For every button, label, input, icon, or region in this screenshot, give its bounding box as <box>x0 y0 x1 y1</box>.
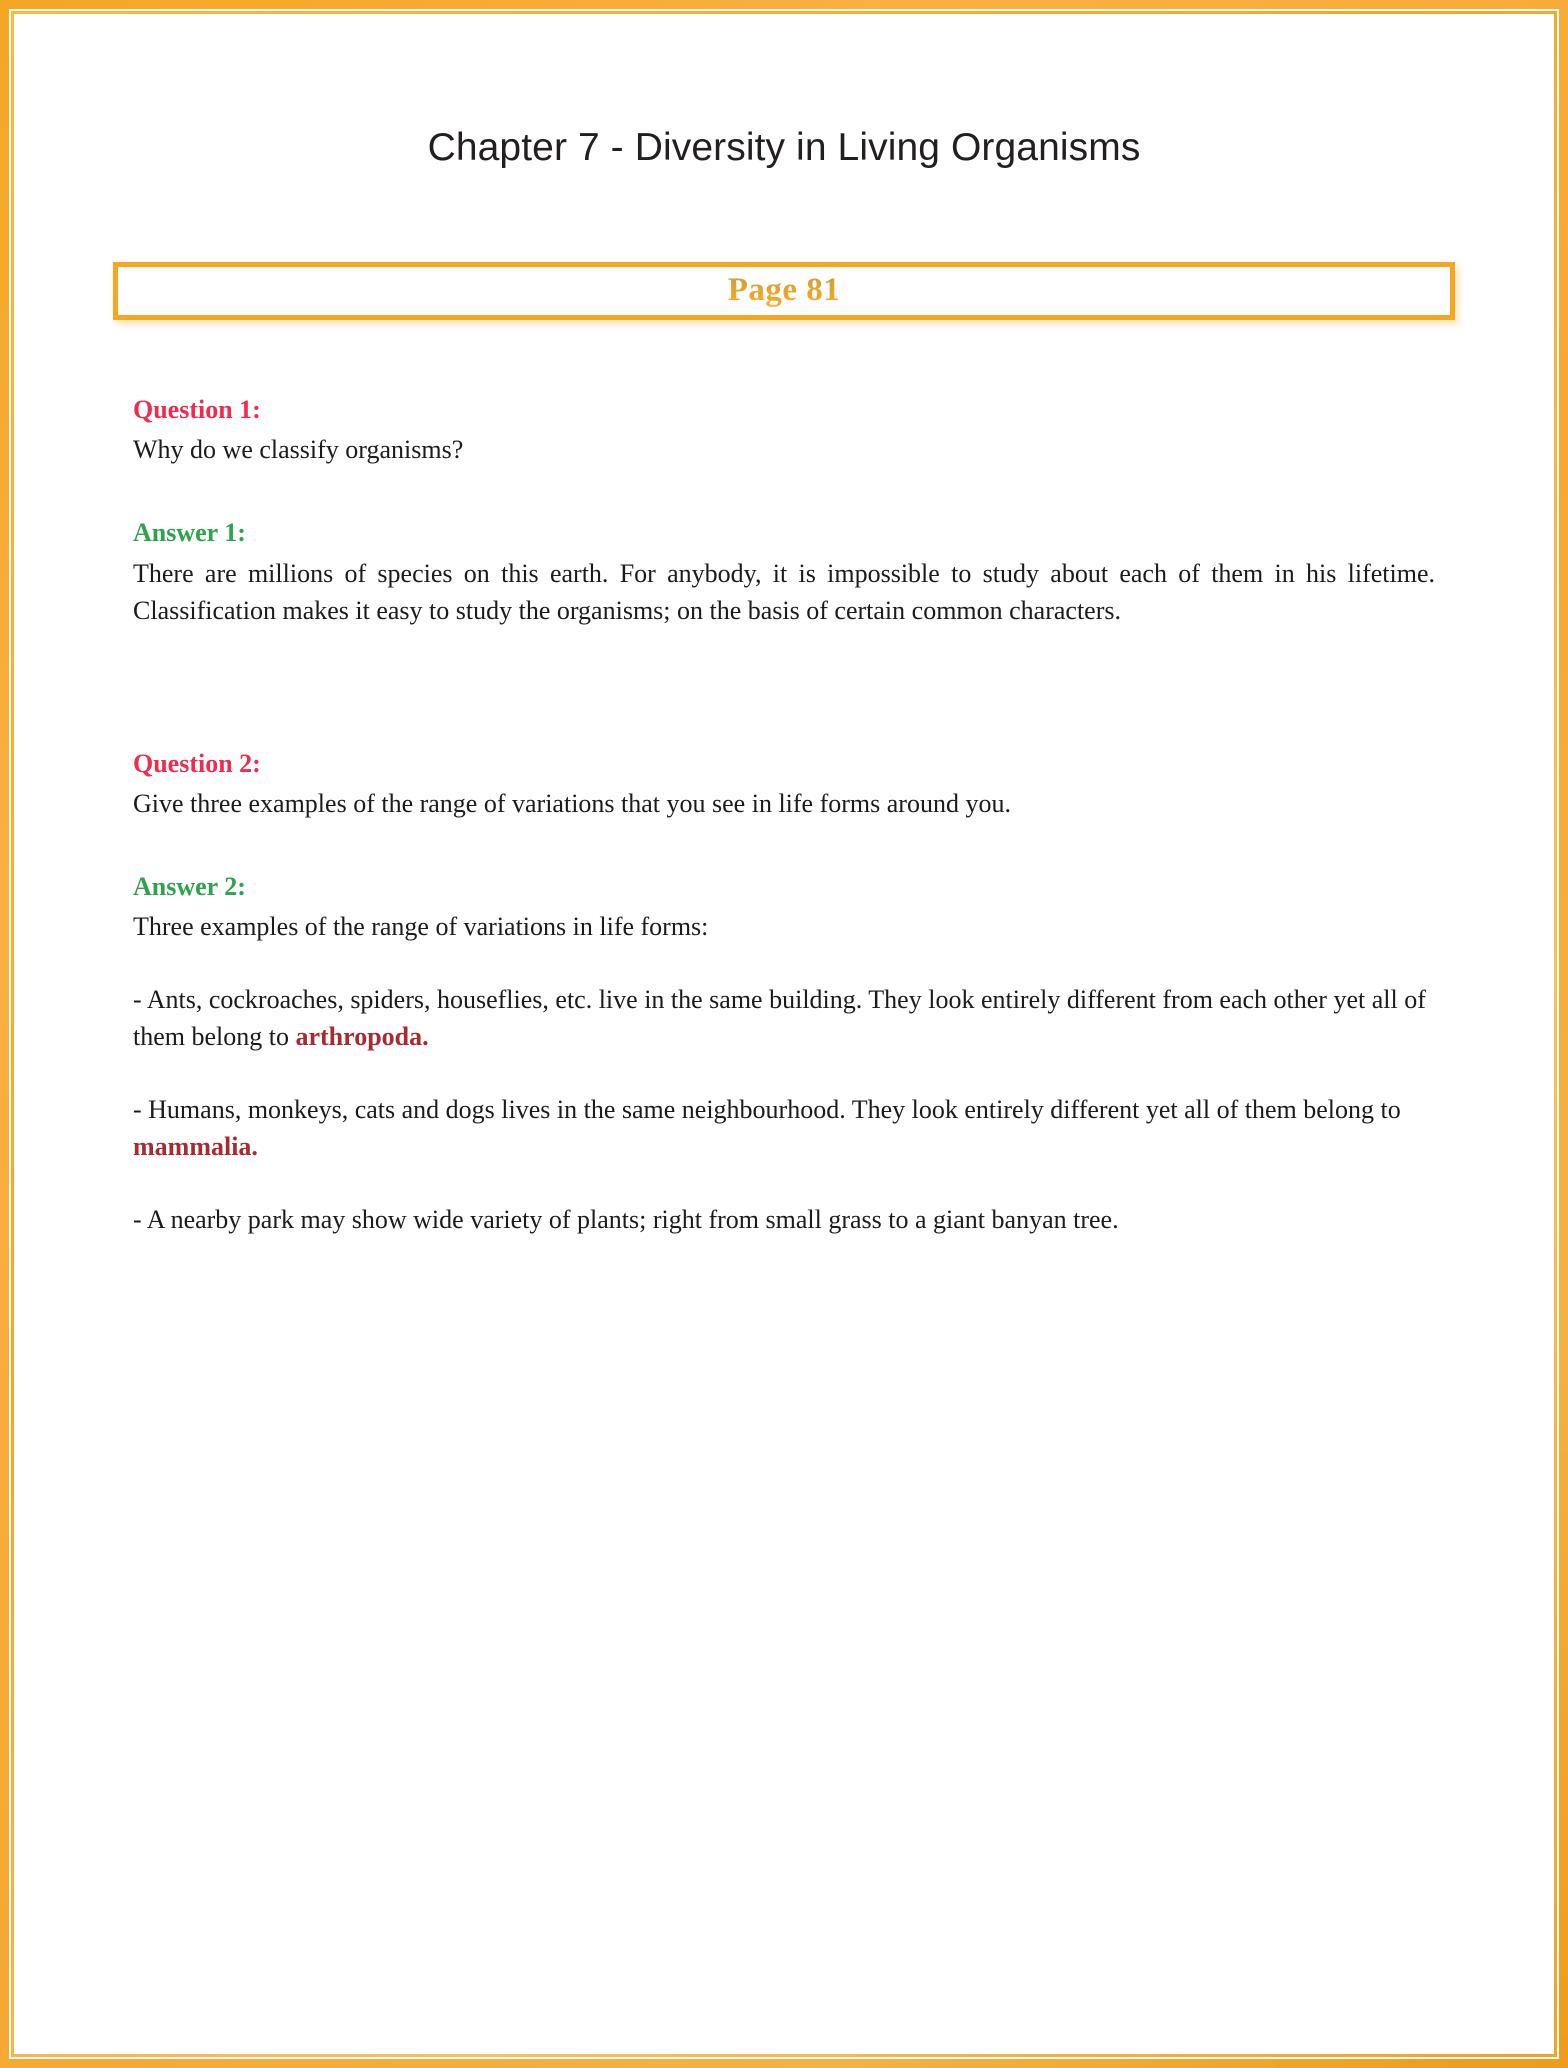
question-2-text: Give three examples of the range of variations that you see in life forms around you. <box>133 789 1011 819</box>
spacer <box>133 1056 1435 1092</box>
bullet-1-term: arthropoda. <box>295 1022 429 1052</box>
qa-block-1 <box>133 394 1435 630</box>
spacer <box>133 946 1435 982</box>
page-number-label: Page 81 <box>727 272 841 309</box>
answer-2-bullet-3 <box>133 1202 1435 1239</box>
page-number-banner <box>113 262 1455 320</box>
spacer <box>133 469 1435 517</box>
spacer <box>133 630 1435 748</box>
qa-body <box>133 320 1435 1239</box>
question-1-text: Why do we classify organisms? <box>133 435 464 465</box>
qa-block-2 <box>133 748 1435 1239</box>
question-2-label: Question 2: <box>133 748 261 778</box>
question-1-label: Question 1: <box>133 394 261 424</box>
spacer <box>133 1166 1435 1202</box>
answer-2-intro: Three examples of the range of variations in life forms: <box>133 912 709 942</box>
answer-1-label: Answer 1: <box>133 518 246 548</box>
page-title: Chapter 7 - Diversity in Living Organisms <box>427 126 1141 169</box>
answer-2-bullet-1 <box>133 982 1435 1056</box>
bullet-3-text-before: - A nearby park may show wide variety of plants; right from small grass to a giant banyan tree. <box>133 1204 1119 1234</box>
answer-1-paragraph: There are millions of species on this earth. For anybody, it is impossible to study about each of them in his lifetime. Classification makes it easy to study the organisms; on the basis of certain common characters. <box>133 558 1435 625</box>
spacer <box>133 823 1435 871</box>
bullet-2-text-before: - Humans, monkeys, cats and dogs lives in the same neighbourhood. They look entirely different yet all of them belong to <box>133 1095 1401 1125</box>
answer-2-bullet-2 <box>133 1092 1435 1166</box>
bullet-2-term: mammalia. <box>133 1132 258 1162</box>
answer-2-label: Answer 2: <box>133 871 246 901</box>
bullet-1-text-before: - Ants, cockroaches, spiders, houseflies, etc. live in the same building. They look entirely different from each other yet all of them belong to <box>133 985 1426 1052</box>
